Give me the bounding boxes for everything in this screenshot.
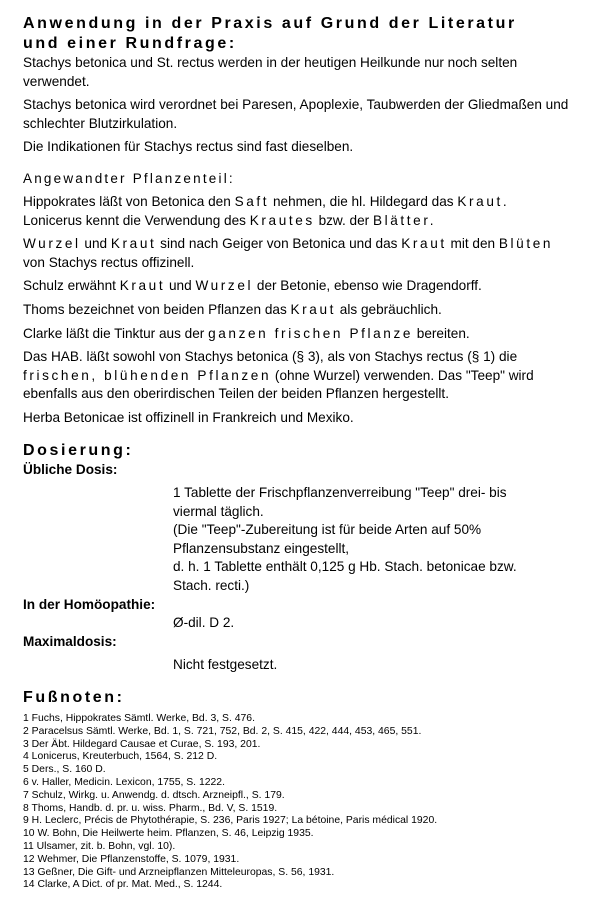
footnote-item: 6 v. Haller, Medicin. Lexicon, 1755, S. 1222.: [23, 777, 225, 789]
paragraph: Wurzel und Kraut sind nach Geiger von Betonica und das Kraut mit den Blüten von Stachys rectus offizinell.: [23, 236, 554, 270]
heading-anwendung-line1: Anwendung in der Praxis auf Grund der Literatur: [23, 15, 517, 32]
footnote-item: 2 Paracelsus Sämtl. Werke, Bd. 1, S. 721, 752, Bd. 2, S. 415, 422, 444, 453, 465, 551.: [23, 725, 422, 737]
paragraph: Herba Betonicae ist offizinell in Frankreich und Mexiko.: [23, 409, 354, 425]
footnote-item: 3 Der Äbt. Hildegard Causae et Curae, S. 193, 201.: [23, 738, 261, 750]
paragraph: Schulz erwähnt Kraut und Wurzel der Betonie, ebenso wie Dragendorff.: [23, 278, 482, 294]
footnote-item: 11 Ulsamer, zit. b. Bohn, vgl. 10).: [23, 841, 176, 852]
footnote-item: 14 Clarke, A Dict. of pr. Mat. Med., S. 1244.: [23, 879, 223, 891]
paragraph: Hippokrates läßt von Betonica den Saft nehmen, die hl. Hildegard das Kraut. Lonicerus kennt die Verwendung des Krautes bzw. der Blätter.: [23, 193, 510, 228]
heading-pflanzenteil: Angewandter Pflanzenteil:: [23, 170, 235, 186]
section-anwendung: [23, 14, 593, 157]
footnote-list: [23, 713, 593, 892]
paragraph: Thoms bezeichnet von beiden Pflanzen das Kraut als gebräuchlich.: [23, 301, 442, 317]
dose-value: d. h. 1 Tablette enthält 0,125 g Hb. Stach. betonicae bzw. Stach. recti.): [173, 559, 517, 594]
paragraph: Clarke läßt die Tinktur aus der ganzen frischen Pflanze bereiten.: [23, 325, 470, 341]
footnote-item: 1 Fuchs, Hippokrates Sämtl. Werke, Bd. 3, S. 476.: [23, 713, 255, 725]
footnote-item: 4 Lonicerus, Kreuterbuch, 1564, S. 212 D.: [23, 751, 218, 763]
label-maximaldosis: Maximaldosis:: [23, 633, 117, 649]
section-pflanzenteil: [23, 170, 593, 428]
heading-fussnoten: Fußnoten:: [23, 689, 125, 707]
paragraph: Die Indikationen für Stachys rectus sind fast dieselben.: [23, 139, 354, 155]
heading-anwendung-line2: und einer Rundfrage:: [23, 35, 237, 52]
section-fussnoten: [23, 688, 593, 892]
footnote-item: 12 Wehmer, Die Pflanzenstoffe, S. 1079, 1931.: [23, 853, 240, 865]
label-homoeopathie: In der Homöopathie:: [23, 596, 156, 612]
dose-value: Nicht festgesetzt.: [173, 657, 278, 673]
footnote-item: 10 W. Bohn, Die Heilwerte heim. Pflanzen, S. 46, Leipzig 1935.: [23, 828, 314, 840]
label-uebliche-dosis: Übliche Dosis:: [23, 461, 118, 477]
footnote-item: 7 Schulz, Wirkg. u. Anwendg. d. dtsch. Arzneipfl., S. 179.: [23, 789, 285, 801]
footnote-item: 13 Geßner, Die Gift- und Arzneipflanzen Mitteleuropas, S. 56, 1931.: [23, 866, 335, 878]
dose-value: 1 Tablette der Frischpflanzenverreibung "Teep" drei- bis viermal täglich.: [173, 485, 507, 519]
heading-dosierung: Dosierung:: [23, 441, 134, 459]
section-dosierung: [23, 441, 593, 676]
footnote-item: 5 Ders., S. 160 D.: [23, 764, 106, 776]
footnote-item: 9 H. Leclerc, Précis de Phytothérapie, S. 236, Paris 1927; La bétoine, Paris médical 1920.: [23, 815, 438, 827]
dose-value: Ø-dil. D 2.: [173, 615, 235, 631]
paragraph: Stachys betonica und St. rectus werden in der heutigen Heilkunde nur noch selten verwendet.: [23, 55, 518, 89]
paragraph: Stachys betonica wird verordnet bei Paresen, Apoplexie, Taubwerden der Gliedmaßen und schlechter Blutzirkulation.: [23, 97, 569, 131]
dose-value: (Die "Teep"-Zubereitung ist für beide Arten auf 50% Pflanzensubstanz eingestellt,: [173, 522, 482, 556]
footnote-item: 8 Thoms, Handb. d. pr. u. wiss. Pharm., Bd. V, S. 1519.: [23, 802, 278, 814]
paragraph: Das HAB. läßt sowohl von Stachys betonica (§ 3), als von Stachys rectus (§ 1) die frischen, blühenden Pflanzen (ohne Wurzel) verwenden. Das "Teep" wird ebenfalls aus den oberirdischen Teilen der beiden Pflanzen hergestellt.: [23, 349, 534, 402]
